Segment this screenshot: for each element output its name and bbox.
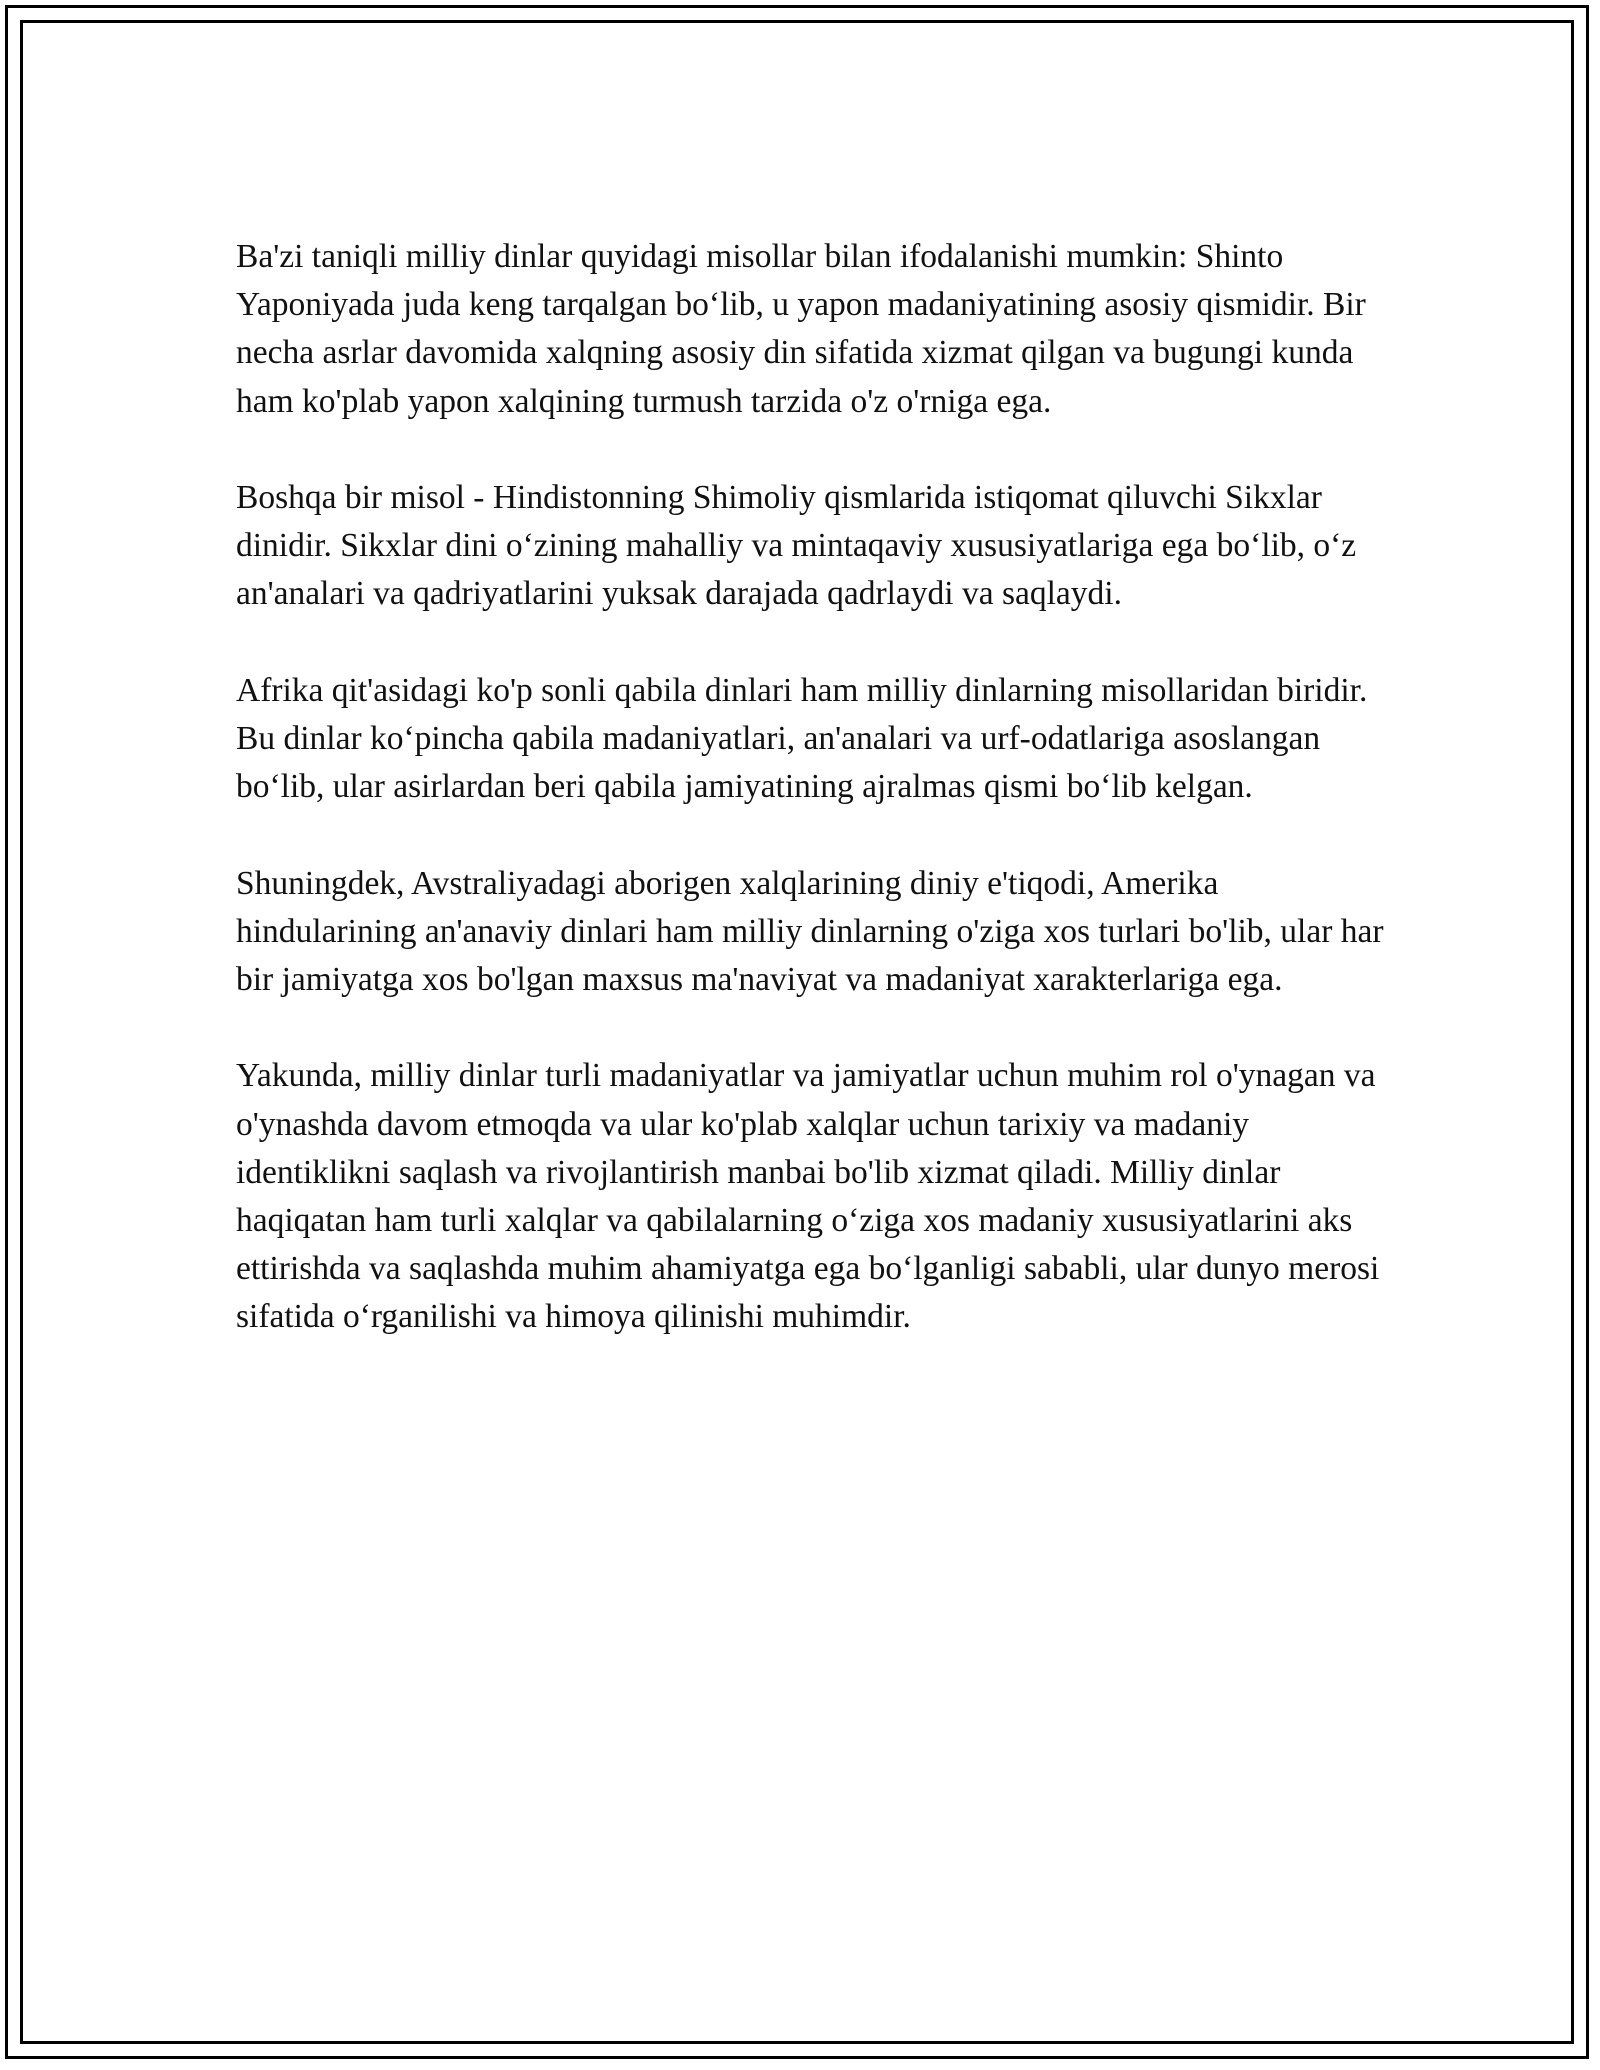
paragraph-africa: Afrika qit'asidagi ko'p sonli qabila dinlari ham milliy dinlarning misollaridan biridir. Bu dinlar ko‘pincha qabila madaniyatlari, an'analari va urf-odatlariga asoslangan bo‘lib, ular asirlardan beri qabila jamiyatining ajralmas qismi bo‘lib kelgan. xyxy=(236,671,1368,806)
paragraph-conclusion: Yakunda, milliy dinlar turli madaniyatlar va jamiyatlar uchun muhim rol o'ynagan va o'ynashda davom etmoqda va ular ko'plab xalqlar uchun tarixiy va madaniy identiklikni saqlash va rivojlantirish manbai bo'lib xizmat qiladi. Milliy dinlar haqiqatan ham turli xalqlar va qabilalarning o‘ziga xos madaniy xususiyatlarini aks ettirishda va saqlashda muhim ahamiyatga ega bo‘lganligi sababli, ular dunyo merosi sifatida o‘rganilishi va himoya qilinishi muhimdir. xyxy=(236,1057,1380,1336)
document-body xyxy=(236,233,1386,1390)
paragraph-shinto: Ba'zi taniqli milliy dinlar quyidagi misollar bilan ifodalanishi mumkin: Shinto Yaponiyada juda keng tarqalgan bo‘lib, u yapon madaniyatining asosiy qismidir. Bir necha asrlar davomida xalqning asosiy din sifatida xizmat qilgan va bugungi kunda ham ko'plab yapon xalqining turmush tarzida o'z o'rniga ega. xyxy=(236,238,1366,420)
paragraph-aboriginal: Shuningdek, Avstraliyadagi aborigen xalqlarining diniy e'tiqodi, Amerika hindularining an'anaviy dinlari ham milliy dinlarning o'ziga xos turlari bo'lib, ular har bir jamiyatga xos bo'lgan maxsus ma'naviyat va madaniyat xarakterlariga ega. xyxy=(236,864,1384,998)
paragraph-sikh: Boshqa bir misol - Hindistonning Shimoliy qismlarida istiqomat qiluvchi Sikxlar dinidir. Sikxlar dini o‘zining mahalliy va mintaqaviy xususiyatlariga ega bo‘lib, o‘z an'analari va qadriyatlarini yuksak darajada qadrlaydi va saqlaydi. xyxy=(236,479,1357,613)
